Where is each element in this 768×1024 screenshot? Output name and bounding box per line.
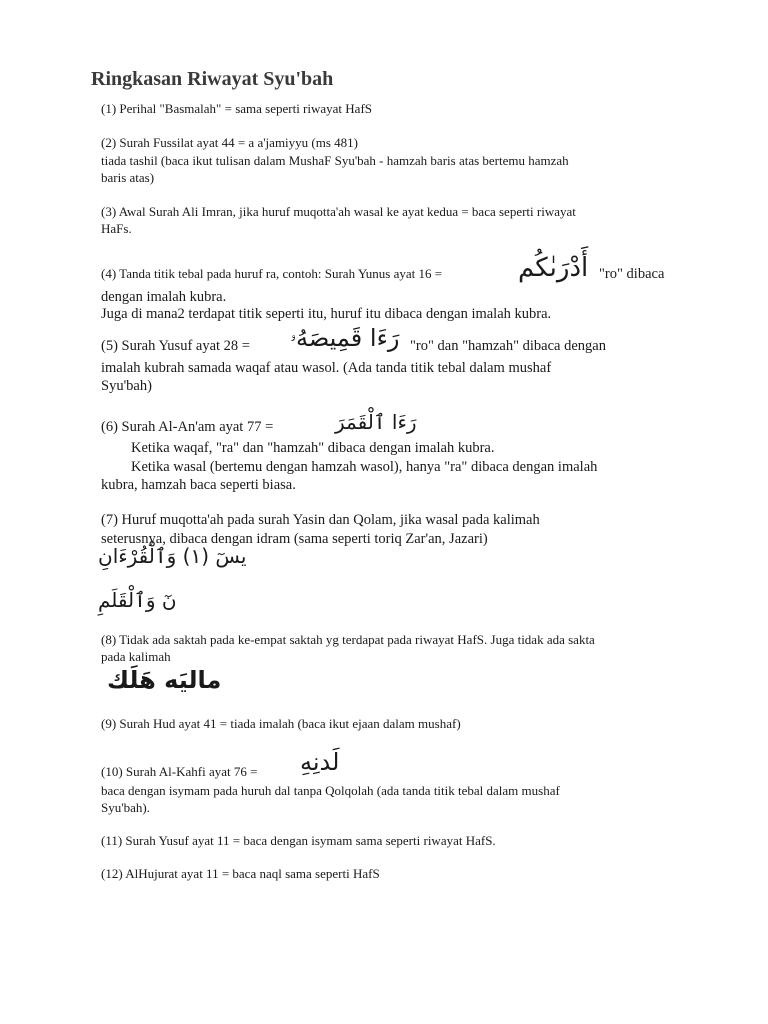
item-2-line-1: (2) Surah Fussilat ayat 44 = a a'jamiyyu (ms 481) [101,135,358,150]
item-5-line-1: (5) Surah Yusuf ayat 28 = [101,338,250,354]
item-12: (12) AlHujurat ayat 11 = baca naql sama seperti HafS [101,866,380,881]
item-2-line-3: baris atas) [101,170,155,185]
item-4-line-1-cont: "ro" dibaca [599,266,665,282]
item-5-line-2: imalah kubrah samada waqaf atau wasol. (Ada tanda titik tebal dalam mushaf [101,360,552,376]
item-8-line-2: pada kalimah [101,649,171,664]
item-3-line-2: HaFs. [101,221,132,236]
item-7-arabic-2: نٓ وَٱلْقَلَمِ [98,588,177,612]
item-2-line-2: tiada tashil (baca ikut tulisan dalam MushaF Syu'bah - hamzah baris atas bertemu hamzah [101,153,569,168]
item-3-line-1: (3) Awal Surah Ali Imran, jika huruf muqotta'ah wasal ke ayat kedua = baca seperti riwayat [101,204,576,219]
item-6-line-3: Ketika wasal (bertemu dengan hamzah wasol), hanya "ra" dibaca dengan imalah [131,459,598,475]
item-5-line-3: Syu'bah) [101,378,152,394]
item-7-line-1: (7) Huruf muqotta'ah pada surah Yasin dan Qolam, jika wasal pada kalimah [101,512,540,528]
item-6-line-1: (6) Surah Al-An'am ayat 77 = [101,419,274,435]
item-10-line-2: baca dengan isymam pada huruh dal tanpa Qolqolah (ada tanda titik tebal dalam mushaf [101,783,560,798]
item-8-arabic: ماليَه هَلَك [107,666,222,694]
item-4-line-1: (4) Tanda titik tebal pada huruf ra, contoh: Surah Yunus ayat 16 = [101,266,443,281]
item-9: (9) Surah Hud ayat 41 = tiada imalah (baca ikut ejaan dalam mushaf) [101,716,461,731]
item-7-arabic-1: يسٓ (١) وَٱلْقُرْءَانِ [98,544,247,568]
item-6-line-4: kubra, hamzah baca seperti biasa. [101,477,296,493]
item-4-line-3: Juga di mana2 terdapat titik seperti itu, huruf itu dibaca dengan imalah kubra. [101,306,552,322]
item-5-line-1-cont: "ro" dan "hamzah" dibaca dengan [410,338,606,354]
item-6-arabic: رَءَا ٱلْقَمَرَ [335,410,417,434]
item-6-line-2: Ketika waqaf, "ra" dan "hamzah" dibaca dengan imalah kubra. [131,440,495,456]
item-10-line-1: (10) Surah Al-Kahfi ayat 76 = [101,764,258,779]
item-8-line-1: (8) Tidak ada saktah pada ke-empat saktah yg terdapat pada riwayat HafS. Juga tidak ada sakta [101,632,595,647]
item-7-line-2: seterusnya, dibaca dengan idram (sama seperti toriq Zar'an, Jazari) [101,531,488,547]
page-title: Ringkasan Riwayat Syu'bah [91,68,334,90]
item-4-arabic: أَدْرَىٰكُم [518,253,589,283]
item-5-arabic: رَءَا قَمِيصَهُۥ [290,324,400,352]
item-1: (1) Perihal "Basmalah" = sama seperti riwayat HafS [101,101,373,116]
item-11: (11) Surah Yusuf ayat 11 = baca dengan isymam sama seperti riwayat HafS. [101,833,496,848]
item-10-arabic: لَدنِهِ [300,748,340,776]
item-10-line-3: Syu'bah). [101,800,150,815]
item-4-line-2: dengan imalah kubra. [101,289,227,305]
